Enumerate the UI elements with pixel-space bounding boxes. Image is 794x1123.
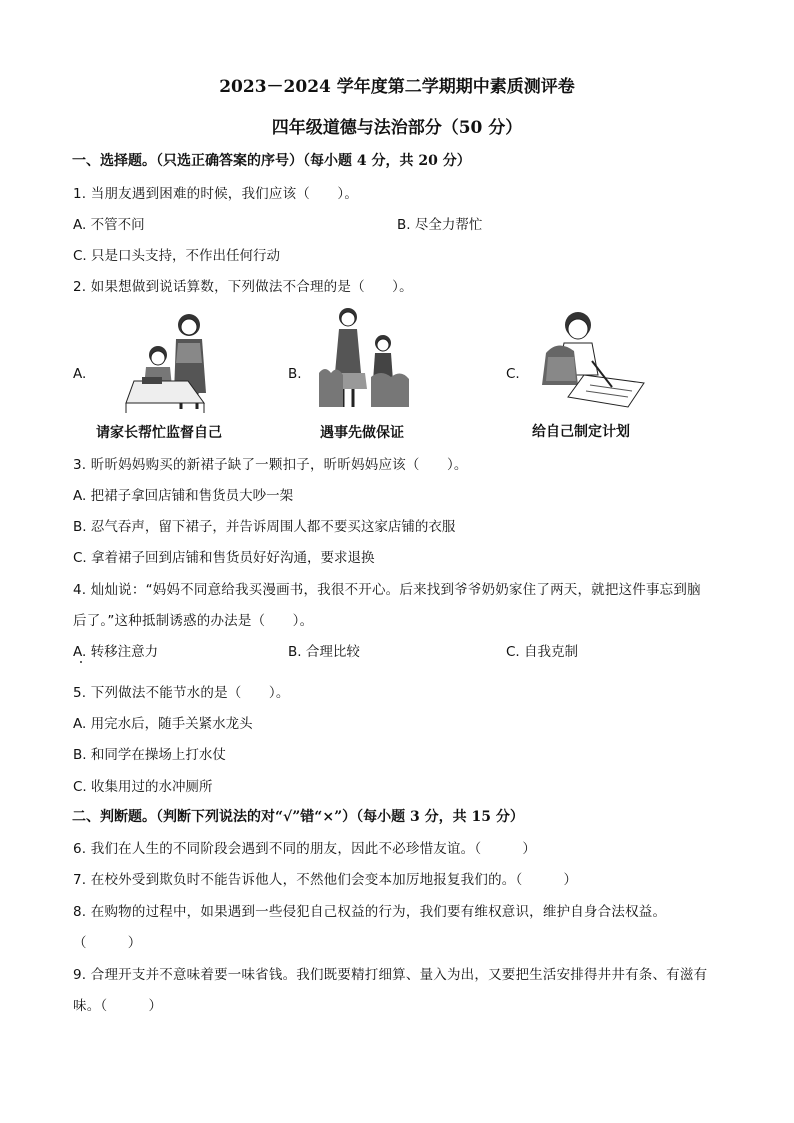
question-9-line-1: 9. 合理开支并不意味着要一味省钱。我们既要精打细算、量入为出，又要把生活安排得井井有条、有滋有: [73, 967, 708, 983]
question-4-stem-line-2: 后了。”这种抵制诱惑的办法是（ ）。: [73, 613, 314, 629]
question-1-option-c: C. 只是口头支持，不作出任何行动: [73, 248, 281, 264]
question-9-line-2: 味。（ ）: [73, 998, 163, 1014]
question-1-stem: 1. 当朋友遇到困难的时候，我们应该（ ）。: [73, 186, 359, 202]
question-2-caption-a: 请家长帮忙监督自己: [96, 425, 222, 441]
illustration-making-plan: [528, 305, 658, 415]
question-3-option-a: A. 把裙子拿回店铺和售货员大吵一架: [73, 488, 294, 504]
question-2-stem: 2. 如果想做到说话算数，下列做法不合理的是（ ）。: [73, 279, 413, 295]
question-2-caption-c: 给自己制定计划: [532, 424, 630, 440]
question-5-stem: 5. 下列做法不能节水的是（ ）。: [73, 685, 290, 701]
question-2-option-c-letter: C.: [506, 366, 520, 382]
question-3-stem: 3. 昕昕妈妈购买的新裙子缺了一颗扣子，昕昕妈妈应该（ ）。: [73, 457, 468, 473]
question-4-stem-line-1: 4. 灿灿说：“妈妈不同意给我买漫画书，我很不开心。后来找到爷爷奶奶家住了两天，就把这件事忘到脑: [73, 582, 701, 598]
question-1-option-b: B. 尽全力帮忙: [397, 217, 483, 233]
question-5-option-c: C. 收集用过的水冲厕所: [73, 779, 213, 795]
question-4-option-b: B. 合理比较: [288, 644, 360, 660]
question-5-option-a: A. 用完水后，随手关紧水龙头: [73, 716, 253, 732]
illustration-parent-supervising-child: [96, 303, 226, 415]
question-1-option-a: A. 不管不问: [73, 217, 145, 233]
question-6: 6. 我们在人生的不同阶段会遇到不同的朋友，因此不必珍惜友谊。（ ）: [73, 841, 537, 857]
question-5-option-b: B. 和同学在操场上打水仗: [73, 747, 226, 763]
stray-mark: [80, 661, 82, 663]
question-3-option-c: C. 拿着裙子回到店铺和售货员好好沟通，要求退换: [73, 550, 375, 566]
illustration-promise-first: [315, 303, 415, 415]
question-4-option-c: C. 自我克制: [506, 644, 579, 660]
question-4-option-a: A. 转移注意力: [73, 644, 159, 660]
question-2-caption-b: 遇事先做保证: [320, 425, 404, 441]
section-2-heading: 二、判断题。（判断下列说法的对“√”错“×”）（每小题 3 分，共 15 分）: [72, 809, 524, 825]
question-2-option-a-letter: A.: [73, 366, 87, 382]
question-8-line-1: 8. 在购物的过程中，如果遇到一些侵犯自己权益的行为，我们要有维权意识，维护自身合法权益。: [73, 904, 667, 920]
question-3-option-b: B. 忍气吞声，留下裙子，并告诉周围人都不要买这家店铺的衣服: [73, 519, 456, 535]
question-2-option-b-letter: B.: [288, 366, 302, 382]
exam-subtitle: 四年级道德与法治部分（50 分）: [271, 118, 523, 138]
section-1-heading: 一、选择题。（只选正确答案的序号）（每小题 4 分，共 20 分）: [72, 153, 471, 169]
exam-title: 2023－2024 学年度第二学期期中素质测评卷: [219, 77, 575, 97]
question-7: 7. 在校外受到欺负时不能告诉他人，不然他们会变本加厉地报复我们的。（ ）: [73, 872, 578, 888]
question-8-line-2: （ ）: [73, 935, 142, 951]
